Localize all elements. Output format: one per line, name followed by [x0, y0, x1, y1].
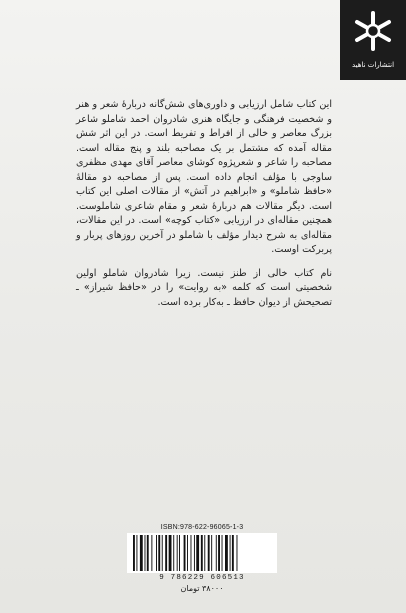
barcode-bar [218, 535, 220, 571]
barcode-bar [145, 535, 146, 571]
barcode-bar [196, 535, 199, 571]
barcode-bar [194, 535, 195, 571]
barcode-bar [211, 535, 212, 571]
barcode-bar [187, 535, 188, 571]
barcode-bar [232, 535, 234, 571]
barcode-bar [147, 535, 149, 571]
barcode-bar [162, 535, 163, 571]
barcode-bar [173, 535, 174, 571]
barcode-bar [158, 535, 160, 571]
barcode-bar [208, 535, 210, 571]
price-label: ۳۸۰۰۰ تومان [180, 584, 224, 593]
barcode-bar [204, 535, 205, 571]
publisher-name: انتشارات ناهید [351, 61, 395, 69]
barcode-bar [216, 535, 217, 571]
barcode-bar [230, 535, 231, 571]
barcode-bar [177, 535, 178, 571]
barcode-bar [184, 535, 186, 571]
barcode-bar [179, 535, 180, 571]
barcode-bar [222, 535, 223, 571]
barcode-bar [136, 535, 137, 571]
description-paragraph: این کتاب شامل ارزیابی و داوری‌های شش‌گانه دربارهٔ شعر و هنر و شخصیت فرهنگی و جایگاه هنری شادروان احمد شاملو شاعر بزرگ معاصر و خالی از افراط و تفریط است. در این اثر شش مقاله آمده که مشتمل بر یک مصاحبه بلند و پنج مقاله است. مصاحبه را شاعر و شعرپژوه کوشای معاصر آقای مهدی مظفری ساوجی با مؤلف انجام داده است. پس از مصاحبه دو مقالهٔ «حافظ شاملو» و «ابراهیم در آتش» از مقالات اصلی این کتاب است. دیگر مقالات هم دربارهٔ شعر و مقام شاعری شاملوست. همچنین مقاله‌ای در ارزیابی «کتاب کوچه» است. در این مقالات، مقاله‌ای به شرح دیدار مؤلف با شاملو در آخرین روزهای پربار و پربرکت اوست. [76, 99, 332, 255]
barcode-block [112, 524, 292, 593]
barcode-bar [140, 535, 143, 571]
barcode-bar [151, 535, 152, 571]
barcode-bar [191, 535, 192, 571]
barcode-bar [237, 535, 238, 571]
barcode-bar [169, 535, 172, 571]
description-paragraph: نام کتاب خالی از طنز نیست. زیرا شادروان شاملو اولین شخصیتی است که کلمه «به روایت» را در «حافظ شیراز» ـ تصحیحش از دیوان حافظ ـ به‌کار برده است. [76, 267, 332, 308]
barcode-bar [156, 535, 157, 571]
barcode-bar [133, 535, 135, 571]
barcode-image [127, 533, 277, 573]
barcode-digits: 9 786229 606513 [159, 574, 245, 582]
publisher-logo [340, 0, 406, 80]
star-emblem-icon [352, 8, 394, 54]
isbn-label: ISBN:978-622-96065-1-3 [160, 524, 244, 531]
barcode-bar [225, 535, 228, 571]
book-description [76, 98, 332, 319]
barcode-bar [201, 535, 203, 571]
barcode-bar [165, 535, 167, 571]
